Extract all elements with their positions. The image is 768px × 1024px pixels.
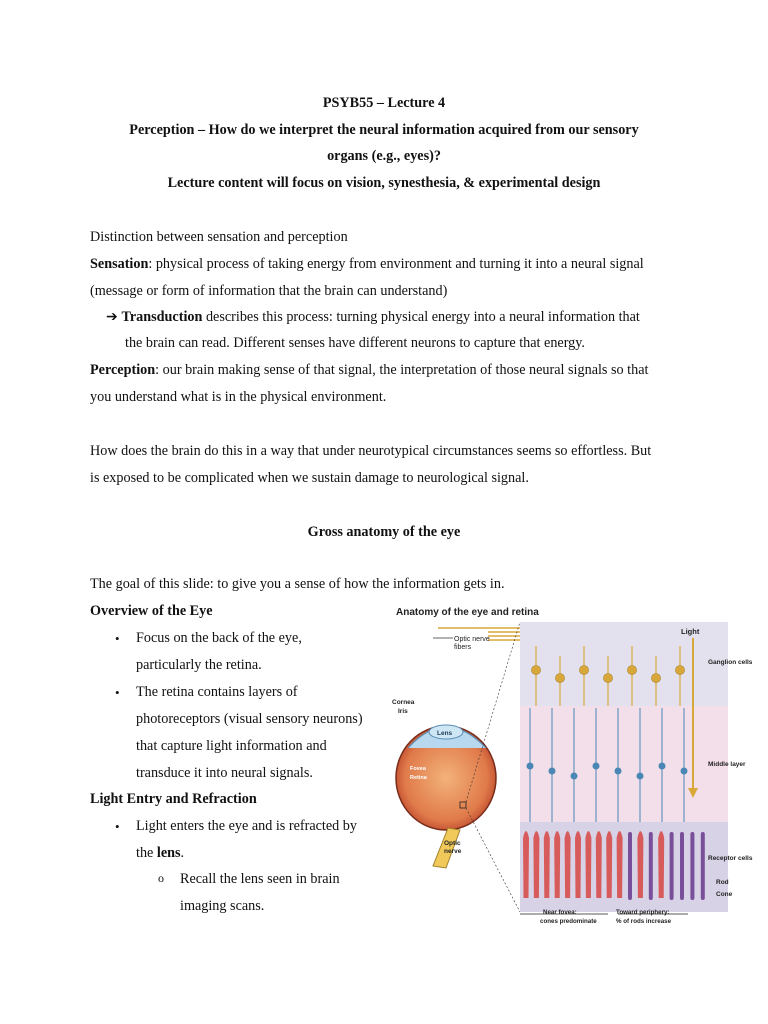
bullet-3-prefix: the [136,845,157,861]
iris-label: Iris [398,708,408,715]
sub-bullet-line2: imaging scans. [180,898,265,914]
light-label: Light [681,627,700,636]
bullet-1-line2: particularly the retina. [136,657,262,673]
bipolar-cell [549,768,556,775]
overview-heading: Overview of the Eye [90,603,213,619]
perception-text: : our brain making sense of that signal, the interpretation of those neural signals so that [155,362,649,378]
ganglion-label: Ganglion cells [708,659,753,666]
cone-cell [565,831,571,898]
perception-text-2: you understand what is in the physical environment. [90,389,387,405]
bullet-icon: • [115,685,120,700]
near-fovea-label-2: cones predominate [540,918,597,925]
effortless-paragraph-line2: is exposed to be complicated when we sustain damage to neurological signal. [90,470,529,486]
lens-label: Lens [437,730,453,737]
bullet-icon: • [115,631,120,646]
lecture-topic-line2: organs (e.g., eyes)? [327,148,441,164]
perception-term: Perception [90,362,156,378]
bullet-2-line1: The retina contains layers of [136,684,298,700]
cone-cell [523,831,529,898]
bullet-3-suffix: . [180,845,185,861]
bullet-3-line1: Light enters the eye and is refracted by [136,818,357,834]
transduction-text: describes this process: turning physical energy into a neural information that [202,309,640,325]
eye-retina-figure [388,598,753,932]
near-fovea-label-1: Near fovea: [543,909,577,916]
bullet-2-line3: that capture light information and [136,738,327,754]
ganglion-cell [628,666,637,675]
lens-term: lens [156,845,181,861]
bipolar-cell [659,763,666,770]
bullet-icon: • [115,819,120,834]
cone-cell [637,831,643,898]
bullet-3-line2 [136,845,184,862]
optic-nerve-label-1: Optic [444,840,461,847]
cone-cell [544,831,550,898]
cone-cell [658,831,664,898]
optic-fibers-label-2: fibers [454,644,472,651]
transduction-text-2: the brain can read. Different senses have different neurons to capture that energy. [125,335,585,351]
distinction-heading: Distinction between sensation and perception [90,229,348,245]
rod-cell [701,832,705,900]
bipolar-cell [593,763,600,770]
retina-label: Retina [410,775,427,781]
sensation-text-2: (message or form of information that the brain can understand) [90,283,448,299]
cone-cell [585,831,591,898]
bullet-1-line1: Focus on the back of the eye, [136,630,302,646]
figure-title: Anatomy of the eye and retina [396,607,539,618]
cone-label: Cone [716,891,733,898]
rod-label: Rod [716,879,729,886]
rod-cell [628,832,632,900]
sub-bullet-line1: Recall the lens seen in brain [180,871,340,887]
middle-layer-label: Middle layer [708,761,746,768]
section-title: Gross anatomy of the eye [307,524,461,540]
sensation-term: Sensation [90,256,149,272]
lecture-focus: Lecture content will focus on vision, synesthesia, & experimental design [167,175,601,191]
bullet-2-line2: photoreceptors (visual sensory neurons) [136,711,363,727]
ganglion-cell [604,674,613,683]
ganglion-cell [652,674,661,683]
sensation-definition [90,256,644,273]
toward-periphery-label-1: Toward periphery: [616,909,670,916]
receptor-label: Receptor cells [708,855,753,862]
receptor-layer-band [520,822,728,912]
ganglion-cell [676,666,685,675]
rod-cell [649,832,653,900]
optic-nerve-label-2: nerve [444,848,462,855]
zoom-line-bottom [466,808,520,912]
course-title: PSYB55 – Lecture 4 [322,95,446,111]
optic-fibers-label-1: Optic nerve [454,636,490,643]
sub-bullet-icon: o [158,871,164,885]
rod-cell [690,832,694,900]
transduction-definition [106,309,640,326]
arrow-icon: ➔ [106,309,118,325]
perception-definition [90,362,648,379]
cone-cell [533,831,539,898]
cone-cell [617,831,623,898]
light-entry-heading: Light Entry and Refraction [90,791,257,807]
ganglion-cell [556,674,565,683]
fovea-label: Fovea [410,766,426,772]
toward-periphery-label-2: % of rods increase [616,918,672,925]
cone-cell [596,831,602,898]
effortless-paragraph-line1: How does the brain do this in a way that under neurotypical circumstances seems so effortless. But [90,443,652,459]
bipolar-cell [615,768,622,775]
lecture-topic-line1: Perception – How do we interpret the neural information acquired from our sensory [129,122,639,138]
bullet-2-line4: transduce it into neural signals. [136,765,313,781]
slide-goal: The goal of this slide: to give you a sense of how the information gets in. [90,576,505,592]
bipolar-cell [527,763,534,770]
middle-layer-band [520,706,728,822]
bipolar-cell [637,773,644,780]
transduction-term: Transduction [121,309,203,325]
cornea-label: Cornea [392,699,415,706]
ganglion-cell [532,666,541,675]
cone-cell [554,831,560,898]
ganglion-cell [580,666,589,675]
cone-cell [575,831,581,898]
sensation-text: : physical process of taking energy from environment and turning it into a neural signal [148,256,644,272]
bipolar-cell [571,773,578,780]
bipolar-cell [681,768,688,775]
rod-cell [680,832,684,900]
rod-cell [670,832,674,900]
cone-cell [606,831,612,898]
